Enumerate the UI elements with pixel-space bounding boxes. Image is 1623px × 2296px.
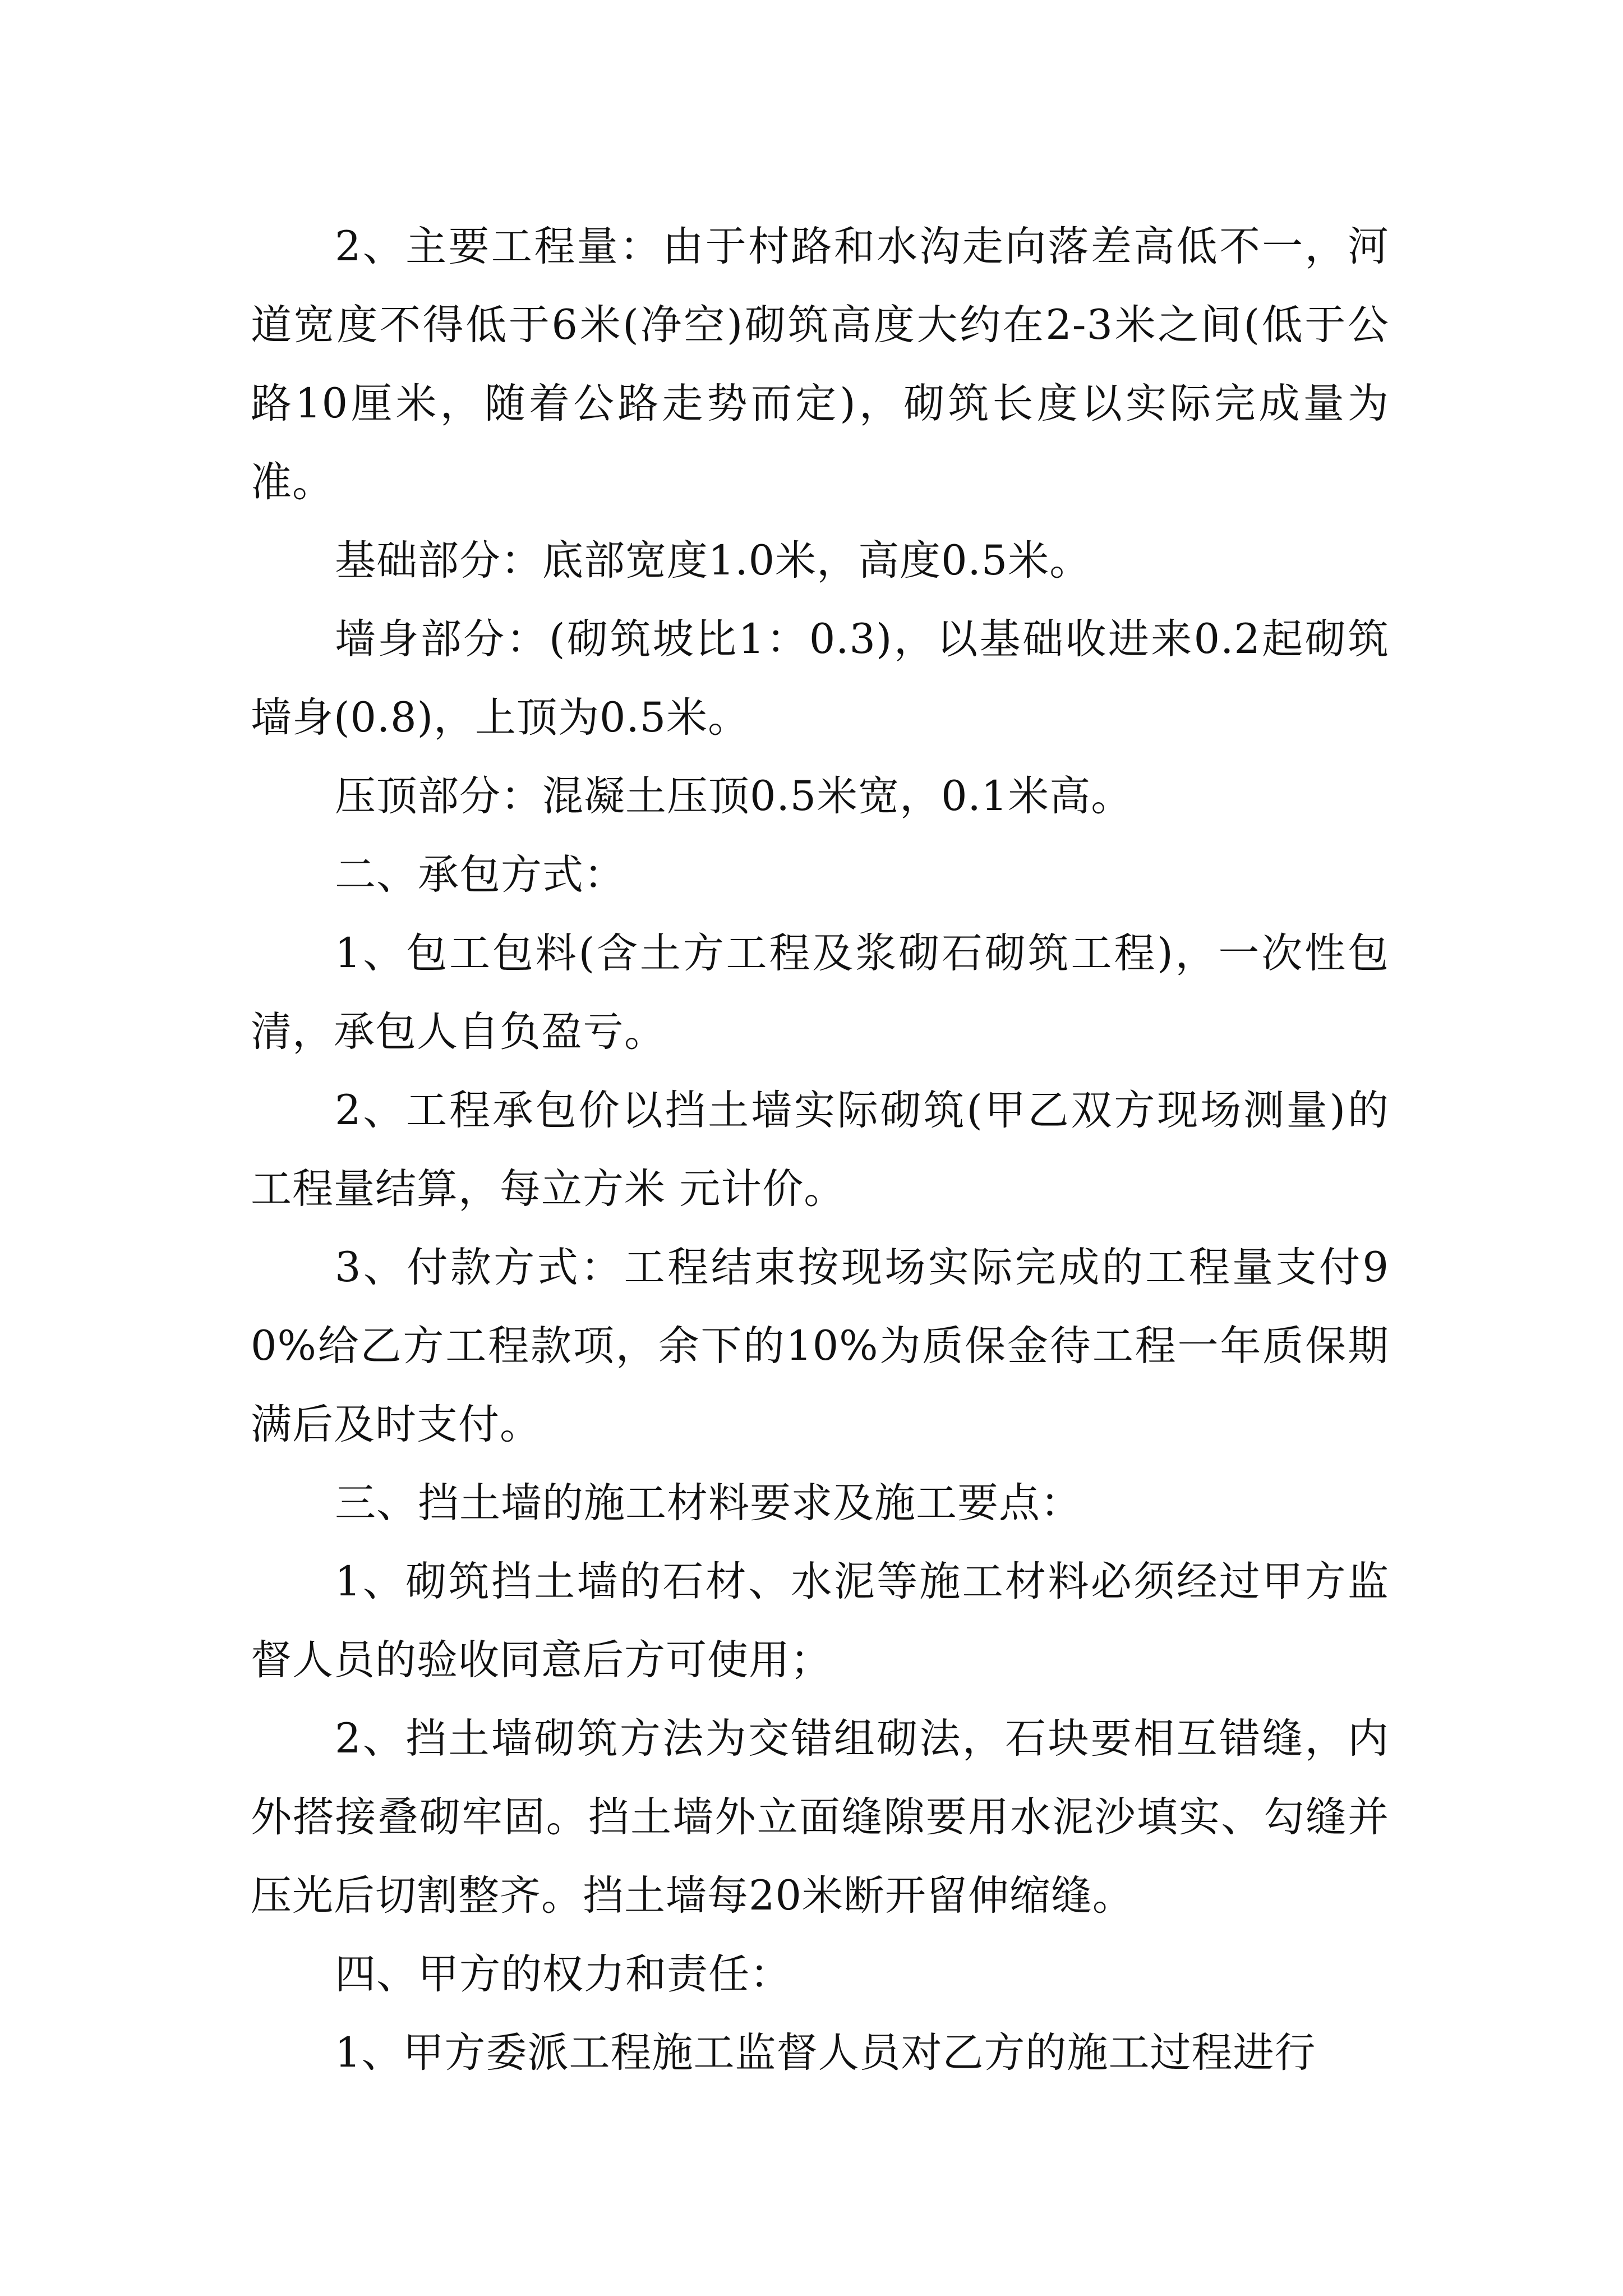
section-heading-contract-method: 二、承包方式： <box>335 851 625 899</box>
paragraph-contract-price: 2、工程承包价以挡土墙实际砌筑(甲乙双方现场测量)的工程量结算，每立方米 元计价。 <box>251 1087 1389 1213</box>
paragraph-main-quantities: 2、主要工程量：由于村路和水沟走向落差高低不一，河道宽度不得低于6米(净空)砌筑高度大约在2-3米之间(低于公路10厘米，随着公路走势而定)，砌筑长度以实际完成量为准。 <box>251 223 1389 506</box>
section-heading-party-a-rights: 四、甲方的权力和责任： <box>335 1950 791 1998</box>
paragraph-labor-materials: 1、包工包料(含土方工程及浆砌石砌筑工程)，一次性包清，承包人自负盈亏。 <box>251 930 1389 1056</box>
paragraph-coping: 压顶部分：混凝土压顶0.5米宽，0.1米高。 <box>335 772 1133 820</box>
paragraph-foundation: 基础部分：底部宽度1.0米，高度0.5米。 <box>335 537 1091 585</box>
paragraph-material-acceptance: 1、砌筑挡土墙的石材、水泥等施工材料必须经过甲方监督人员的验收同意后方可使用； <box>251 1558 1389 1684</box>
paragraph-payment-method: 3、付款方式：工程结束按现场实际完成的工程量支付90%给乙方工程款项，余下的10%为质保金待工程一年质保期满后及时支付。 <box>251 1244 1389 1448</box>
section-heading-materials-requirements: 三、挡土墙的施工材料要求及施工要点： <box>335 1479 1082 1527</box>
document-body <box>251 208 1389 2092</box>
paragraph-masonry-method: 2、挡土墙砌筑方法为交错组砌法，石块要相互错缝，内外搭接叠砌牢固。挡土墙外立面缝隙要用水泥沙填实、勾缝并压光后切割整齐。挡土墙每20米断开留伸缩缝。 <box>251 1715 1389 1920</box>
paragraph-supervision: 1、甲方委派工程施工监督人员对乙方的施工过程进行 <box>335 2029 1316 2077</box>
paragraph-wall-body: 墙身部分：(砌筑坡比1：0.3)，以基础收进来0.2起砌筑墙身(0.8)，上顶为0.5米。 <box>251 615 1389 742</box>
